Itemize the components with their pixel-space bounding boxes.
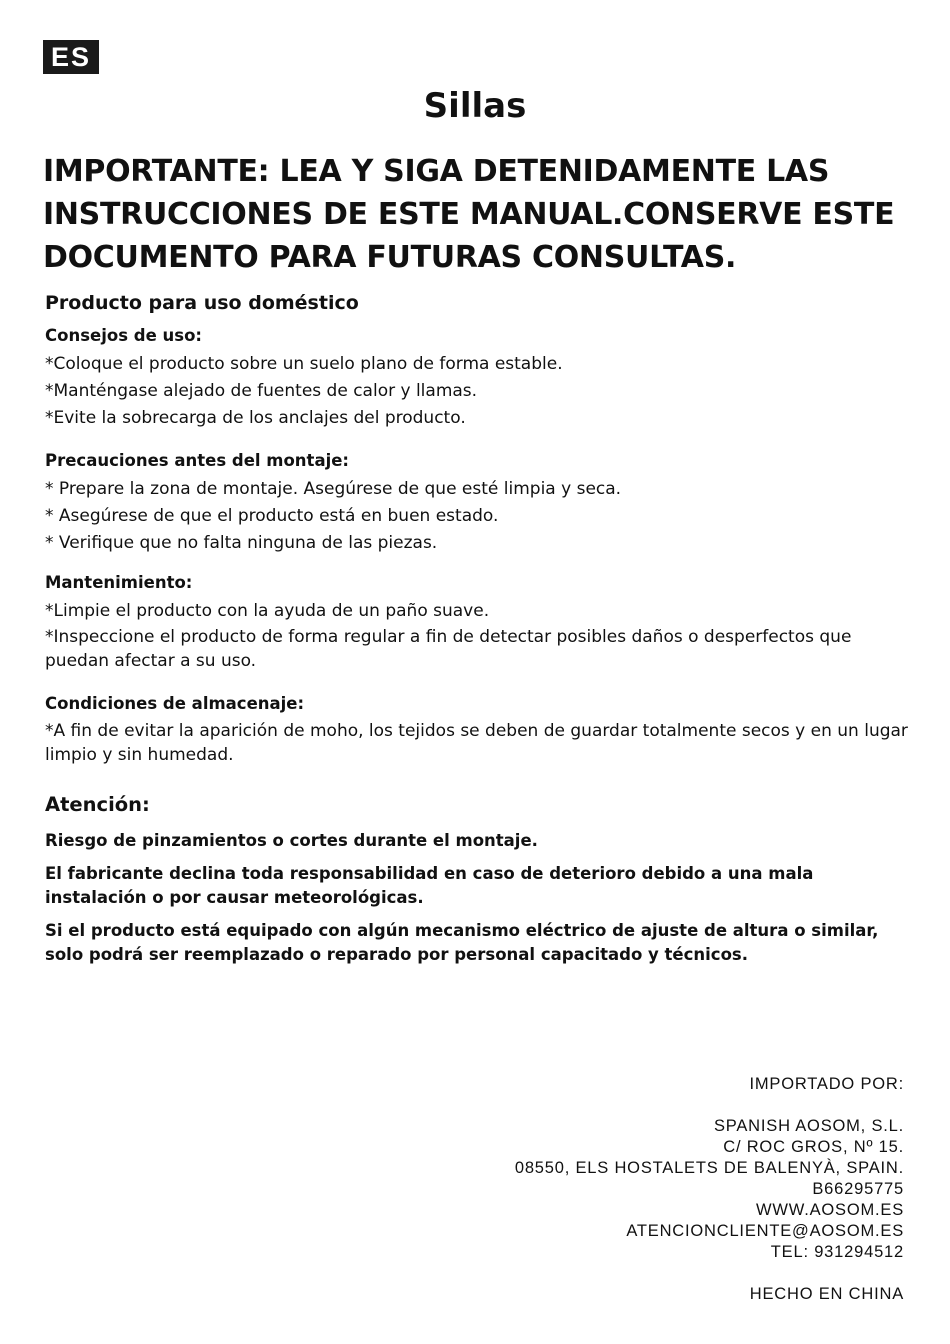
email: ATENCIONCLIENTE@AOSOM.ES xyxy=(626,1222,904,1240)
list-item: * Asegúrese de que el producto está en buen estado. xyxy=(45,506,499,526)
importer-block xyxy=(304,1074,904,1305)
street-address: C/ ROC GROS, Nº 15. xyxy=(723,1138,904,1156)
document-title: Sillas xyxy=(423,86,527,126)
section-heading: Consejos de uso: xyxy=(45,326,203,345)
product-use-heading: Producto para uso doméstico xyxy=(45,292,359,314)
list-item: *Inspeccione el producto de forma regular a fin de detectar posibles daños o desperfectos que puedan afectar a su uso. xyxy=(45,627,852,671)
usage-advice-section xyxy=(45,324,915,432)
list-item: *Coloque el producto sobre un suelo plano de forma estable. xyxy=(45,354,563,374)
country-of-origin: HECHO EN CHINA xyxy=(749,1285,904,1303)
tax-id: B66295775 xyxy=(812,1180,904,1198)
list-item: *Limpie el producto con la ayuda de un paño suave. xyxy=(45,601,490,621)
warning-text: El fabricante declina toda responsabilidad en caso de deterioro debido a una mala instalación o por causar meteorológicas. xyxy=(45,864,814,907)
section-heading: Mantenimiento: xyxy=(45,573,193,592)
city-address: 08550, ELS HOSTALETS DE BALENYÀ, SPAIN. xyxy=(514,1159,904,1177)
section-heading: Precauciones antes del montaje: xyxy=(45,451,350,470)
section-heading: Condiciones de almacenaje: xyxy=(45,694,305,713)
maintenance-section xyxy=(45,571,915,676)
list-item: *Manténgase alejado de fuentes de calor y llamas. xyxy=(45,381,478,401)
pre-assembly-section xyxy=(45,449,915,557)
attention-heading: Atención: xyxy=(45,793,150,816)
company-name: SPANISH AOSOM, S.L. xyxy=(713,1117,904,1135)
importer-label: IMPORTADO POR: xyxy=(749,1075,904,1093)
list-item: * Verifique que no falta ninguna de las piezas. xyxy=(45,533,438,553)
language-badge: ES xyxy=(43,40,99,74)
warning-text: Riesgo de pinzamientos o cortes durante el montaje. xyxy=(45,831,538,850)
website: WWW.AOSOM.ES xyxy=(755,1201,904,1219)
warning-text: Si el producto está equipado con algún mecanismo eléctrico de ajuste de altura o similar, solo podrá ser reemplazado o reparado por personal capacitado y técnicos. xyxy=(45,921,879,964)
list-item: * Prepare la zona de montaje. Asegúrese de que esté limpia y seca. xyxy=(45,479,622,499)
phone: TEL: 931294512 xyxy=(770,1243,904,1261)
list-item: *Evite la sobrecarga de los anclajes del producto. xyxy=(45,408,466,428)
important-notice: IMPORTANTE: LEA Y SIGA DETENIDAMENTE LAS INSTRUCCIONES DE ESTE MANUAL.CONSERVE ESTE DOCUMENTO PARA FUTURAS CONSULTAS. xyxy=(43,154,895,275)
list-item: *A fin de evitar la aparición de moho, los tejidos se deben de guardar totalmente secos y en un lugar limpio y sin humedad. xyxy=(45,721,908,765)
storage-section xyxy=(45,692,915,770)
